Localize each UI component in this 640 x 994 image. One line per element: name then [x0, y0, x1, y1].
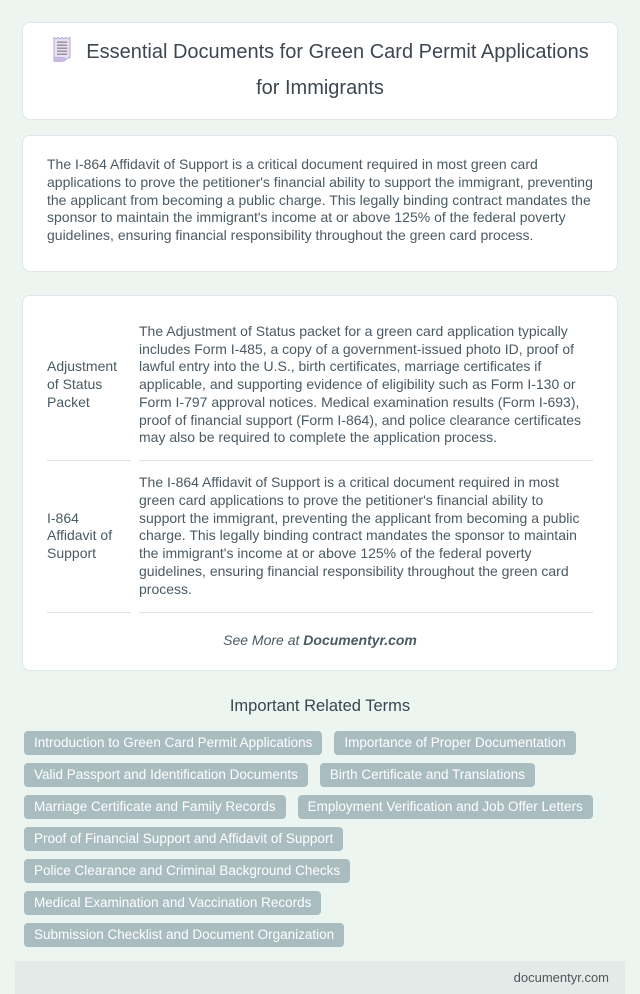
page-title — [49, 36, 591, 104]
glossary-definition: The I-864 Affidavit of Support is a critical document required in most green card applications to prove the petitioner's financial ability to support the immigrant, preventing the applicant from becoming a public charge. This legally binding contract mandates the sponsor to maintain the immigrant's income at or above 125% of the federal poverty guidelines, ensuring financial responsibility throughout the green card process. — [139, 461, 593, 612]
related-term-tag[interactable]: Introduction to Green Card Permit Applications — [24, 731, 322, 755]
glossary-term: I-864 Affidavit of Support — [47, 461, 131, 612]
related-term-tag[interactable]: Marriage Certificate and Family Records — [24, 795, 286, 819]
glossary-row — [47, 310, 593, 461]
related-term-tag[interactable]: Importance of Proper Documentation — [334, 731, 575, 755]
related-term-tag[interactable]: Employment Verification and Job Offer Letters — [298, 795, 593, 819]
see-more-brand-link[interactable]: Documentyr.com — [303, 631, 417, 648]
see-more-prefix: See More at — [223, 631, 304, 648]
related-term-tag[interactable]: Police Clearance and Criminal Background Checks — [24, 859, 350, 883]
receipt-icon — [51, 36, 73, 73]
related-terms-list — [22, 731, 618, 947]
glossary-definition: The Adjustment of Status packet for a green card application typically includes Form I-485, a copy of a government-issued photo ID, proof of lawful entry into the U.S., birth certificates, marriage certificates if applicable, and supporting evidence of eligibility such as Form I-130 or Form I-797 approval notices. Medical examination results (Form I-693), proof of financial support (Form I-864), and police clearance certificates may also be required to complete the application process. — [139, 310, 593, 461]
see-more-text — [39, 632, 601, 648]
glossary-card — [22, 295, 618, 671]
related-term-tag[interactable]: Valid Passport and Identification Documents — [24, 763, 308, 787]
footer-site-text: documentyr.com — [513, 969, 609, 985]
glossary-table — [39, 310, 601, 613]
related-term-tag[interactable]: Proof of Financial Support and Affidavit of Support — [24, 827, 343, 851]
intro-paragraph: The I-864 Affidavit of Support is a critical document required in most green card applications to prove the petitioner's financial ability to support the immigrant, preventing the applicant from becoming a public charge. This legally binding contract mandates the sponsor to maintain the immigrant's income at or above 125% of the federal poverty guidelines, ensuring financial responsibility throughout the green card process. — [47, 156, 593, 244]
related-term-tag[interactable]: Medical Examination and Vaccination Records — [24, 891, 321, 915]
related-term-tag[interactable]: Birth Certificate and Translations — [320, 763, 535, 787]
intro-card — [22, 135, 618, 272]
page-title-text: Essential Documents for Green Card Permit Applications for Immigrants — [86, 41, 589, 99]
footer-bar — [15, 961, 625, 994]
glossary-row — [47, 461, 593, 612]
glossary-term: Adjustment of Status Packet — [47, 310, 131, 461]
related-terms-heading: Important Related Terms — [229, 696, 411, 715]
related-term-tag[interactable]: Submission Checklist and Document Organization — [24, 923, 344, 947]
title-card — [22, 22, 618, 120]
